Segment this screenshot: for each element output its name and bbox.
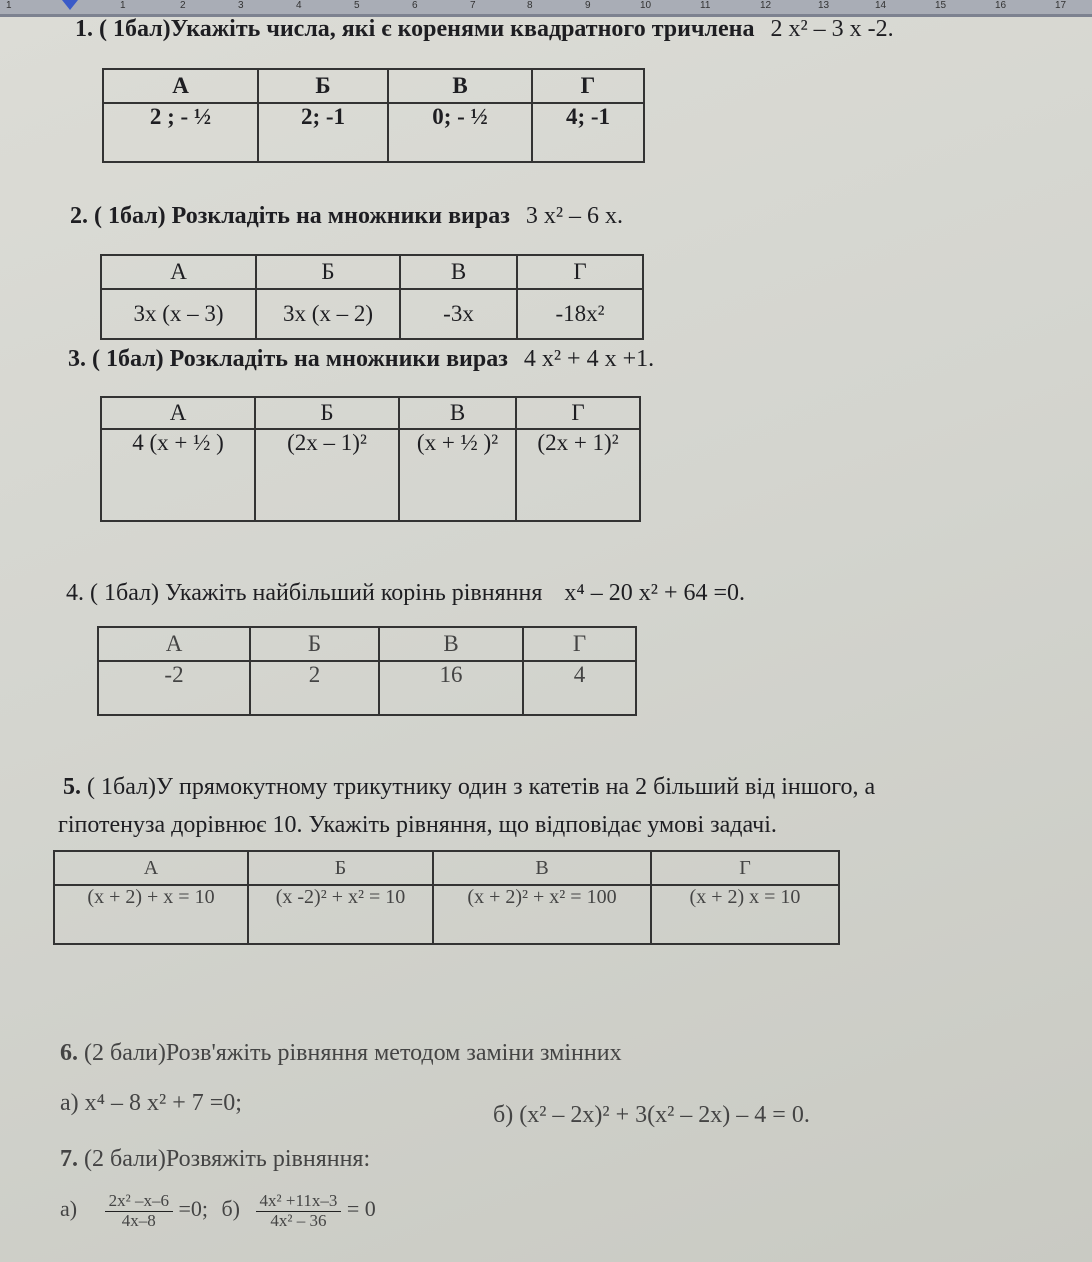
- ruler-tick: 5: [354, 0, 360, 11]
- fraction-a: [105, 1192, 173, 1230]
- answer-table-4: [97, 626, 637, 716]
- option-cell[interactable]: 4; -1: [532, 103, 644, 162]
- answer-table-5: [53, 850, 840, 945]
- option-header: Б: [258, 69, 388, 103]
- fraction-b: [256, 1192, 342, 1230]
- question-text-line2: гіпотенуза дорівнює 10. Укажіть рівняння, що відповідає умові задачі.: [58, 812, 777, 838]
- ruler-tick: 12: [760, 0, 772, 11]
- question-number: 1.: [75, 16, 93, 42]
- question-title: ( 1бал) Укажіть найбільший корінь рівняння: [90, 580, 543, 606]
- question-6-part-a: а) x⁴ – 8 x² + 7 =0;: [60, 1090, 242, 1116]
- ruler-tick: 2: [180, 0, 186, 11]
- question-title: (2 бали)Розвяжіть рівняння:: [84, 1146, 371, 1172]
- option-cell[interactable]: 3x (x – 3): [101, 289, 256, 339]
- option-header: Б: [250, 627, 379, 661]
- option-cell[interactable]: (2x + 1)²: [516, 429, 640, 521]
- numerator: 4x² +11x–3: [256, 1192, 342, 1212]
- ruler-tick: 7: [470, 0, 476, 11]
- option-cell[interactable]: -2: [98, 661, 250, 715]
- ruler-tick: 4: [296, 0, 302, 11]
- question-7: [60, 1146, 370, 1173]
- question-7-equations: [60, 1192, 376, 1230]
- option-cell[interactable]: -3x: [400, 289, 517, 339]
- option-cell[interactable]: (x + 2) + x = 10: [54, 885, 248, 944]
- option-header: В: [433, 851, 651, 885]
- option-header: В: [400, 255, 517, 289]
- option-cell[interactable]: 3x (x – 2): [256, 289, 400, 339]
- option-cell[interactable]: 4 (x + ½ ): [101, 429, 255, 521]
- equals-zero: =0;: [178, 1196, 208, 1222]
- ruler-tick: 13: [818, 0, 830, 11]
- question-number: 4.: [66, 580, 84, 606]
- question-5-line2: [58, 812, 777, 839]
- option-cell[interactable]: 4: [523, 661, 636, 715]
- option-cell[interactable]: 16: [379, 661, 523, 715]
- option-cell[interactable]: 2 ; - ½: [103, 103, 258, 162]
- ruler-tick: 8: [527, 0, 533, 11]
- option-cell[interactable]: 2; -1: [258, 103, 388, 162]
- equals-zero: = 0: [346, 1196, 376, 1222]
- question-text-line1: ( 1бал)У прямокутному трикутнику один з катетів на 2 більший від іншого, а: [87, 774, 876, 800]
- question-number: 7.: [60, 1146, 78, 1172]
- denominator: 4x–8: [121, 1210, 156, 1230]
- option-cell[interactable]: (x + ½ )²: [399, 429, 516, 521]
- option-header: А: [103, 69, 258, 103]
- option-header: Г: [523, 627, 636, 661]
- option-header: А: [54, 851, 248, 885]
- option-header: В: [388, 69, 532, 103]
- option-header: А: [98, 627, 250, 661]
- part-b-label: б): [221, 1196, 241, 1222]
- question-6-part-b: б) (x² – 2x)² + 3(x² – 2x) – 4 = 0.: [493, 1102, 810, 1128]
- question-4: [66, 580, 745, 607]
- option-cell[interactable]: (x -2)² + x² = 10: [248, 885, 433, 944]
- question-number: 2.: [70, 203, 88, 229]
- question-title: ( 1бал) Розкладіть на множники вираз: [94, 203, 510, 229]
- ruler-tick: 10: [640, 0, 652, 11]
- ruler-tick: 11: [700, 0, 711, 11]
- denominator: 4x² – 36: [270, 1210, 327, 1230]
- ruler-tick: 6: [412, 0, 418, 11]
- question-title: ( 1бал)Укажіть числа, які є коренями квадратного тричлена: [99, 16, 755, 42]
- option-header: В: [399, 397, 516, 429]
- question-2: [70, 203, 623, 230]
- answer-table-1: [102, 68, 645, 163]
- indent-marker[interactable]: [62, 0, 78, 10]
- question-title: ( 1бал) Розкладіть на множники вираз: [92, 346, 508, 372]
- option-header: В: [379, 627, 523, 661]
- option-header: Б: [248, 851, 433, 885]
- question-number: 6.: [60, 1040, 78, 1066]
- question-number: 5.: [63, 774, 81, 800]
- question-1: [75, 16, 894, 43]
- option-header: Г: [516, 397, 640, 429]
- question-6: [60, 1040, 622, 1067]
- option-cell[interactable]: 0; - ½: [388, 103, 532, 162]
- ruler[interactable]: [0, 0, 1092, 17]
- question-number: 3.: [68, 346, 86, 372]
- question-expression: 4 x² + 4 x +1.: [523, 346, 655, 372]
- question-expression: 3 x² – 6 x.: [525, 203, 624, 229]
- answer-table-3: [100, 396, 641, 522]
- question-expression: 2 x² – 3 x -2.: [770, 16, 894, 42]
- ruler-tick: 15: [935, 0, 947, 11]
- option-cell[interactable]: (x + 2) x = 10: [651, 885, 839, 944]
- option-header: Б: [255, 397, 399, 429]
- question-expression: x⁴ – 20 x² + 64 =0.: [564, 580, 746, 606]
- option-cell[interactable]: (x + 2)² + x² = 100: [433, 885, 651, 944]
- ruler-tick: 16: [995, 0, 1007, 11]
- numerator: 2x² –x–6: [105, 1192, 173, 1212]
- ruler-tick: 9: [585, 0, 591, 11]
- option-header: А: [101, 255, 256, 289]
- ruler-tick: 17: [1055, 0, 1067, 11]
- option-header: Г: [517, 255, 643, 289]
- ruler-tick: 1: [6, 0, 12, 11]
- part-a-label: а): [60, 1196, 78, 1222]
- option-cell[interactable]: 2: [250, 661, 379, 715]
- question-5: [63, 774, 875, 801]
- ruler-tick: 14: [875, 0, 887, 11]
- option-cell[interactable]: -18x²: [517, 289, 643, 339]
- ruler-tick: 3: [238, 0, 244, 11]
- option-header: Г: [532, 69, 644, 103]
- question-title: (2 бали)Розв'яжіть рівняння методом заміни змінних: [84, 1040, 622, 1066]
- option-header: Б: [256, 255, 400, 289]
- option-header: А: [101, 397, 255, 429]
- question-3: [68, 346, 654, 373]
- ruler-tick: 1: [120, 0, 126, 11]
- answer-table-2: [100, 254, 644, 340]
- option-header: Г: [651, 851, 839, 885]
- option-cell[interactable]: (2x – 1)²: [255, 429, 399, 521]
